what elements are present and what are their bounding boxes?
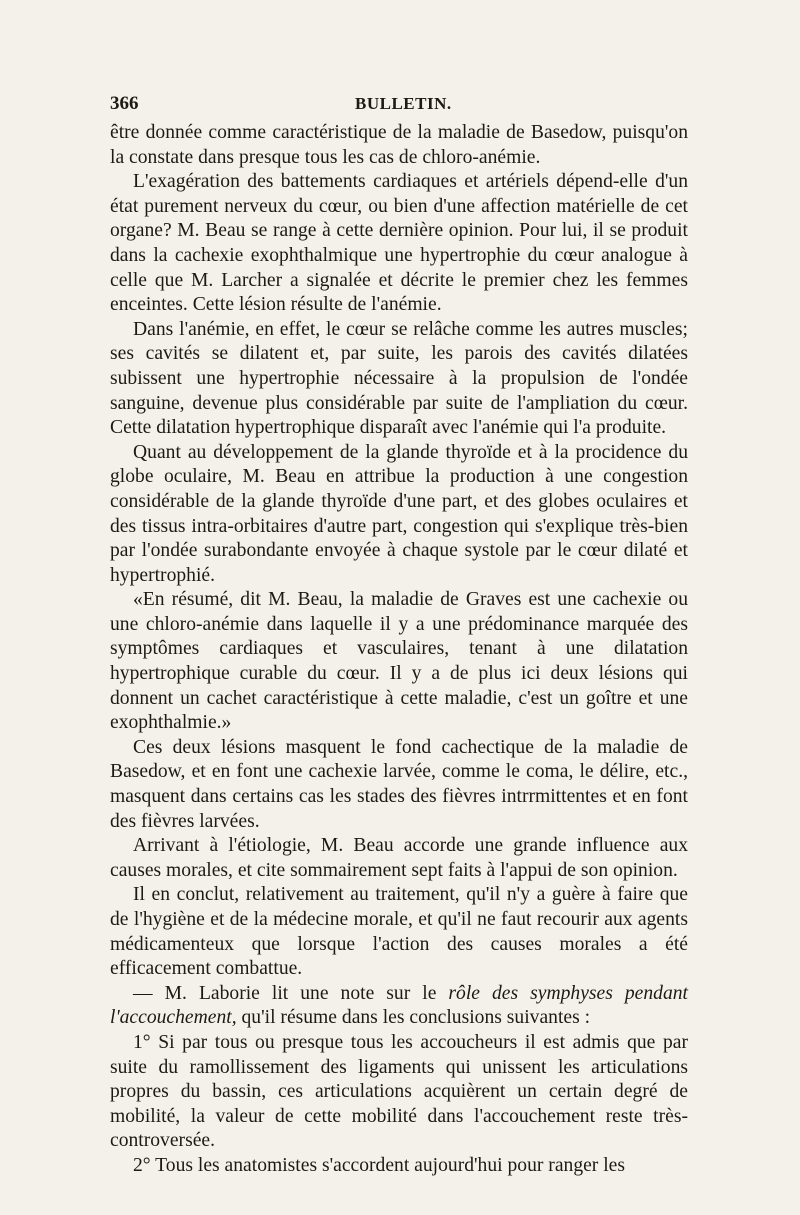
- paragraph-treatment: Il en conclut, relativement au traitement, qu'il n'y a guère à faire que de l'hygiène et de la médecine morale, et qu'il ne faut recourir aux agents médicamenteux que lorsque l'action des causes morales a été efficacement combattue.: [110, 884, 688, 980]
- paragraph-two-lesions: Ces deux lésions masquent le fond cachectique de la maladie de Basedow, et en font une cachexie larvée, comme le coma, le délire, etc., masquent dans certains cas les stades des fièvres intrrmittentes et en font des fièvres larvées.: [110, 736, 688, 832]
- paragraph-etiology: Arrivant à l'étiologie, M. Beau accorde une grande influence aux causes morales, et cite sommairement sept faits à l'appui de son opinion.: [110, 835, 688, 881]
- paragraph-anemia: Dans l'anémie, en effet, le cœur se relâche comme les autres muscles; ses cavités se dilatent et, par suite, les parois des cavités dilatées subissent une hypertrophie nécessaire à la propulsion de l'ondée sanguine, devenue plus considérable par suite de l'ampliation du cœur. Cette dilatation hypertrophique disparaît avec l'anémie qui l'a produite.: [110, 318, 688, 439]
- paragraph-laborie-note: [110, 982, 688, 1031]
- running-title: BULLETIN.: [355, 94, 452, 113]
- laborie-outro-text: qu'il résume dans les conclusions suivantes :: [236, 1007, 591, 1029]
- running-head: [110, 93, 688, 117]
- paragraph-summary-quote: «En résumé, dit M. Beau, la maladie de Graves est une cachexie ou une chloro-anémie dans laquelle il y a une prédominance marquée des symptômes cardiaques et vasculaires, tenant à une dilatation hypertrophique curable du cœur. Il y a de plus ici deux lésions qui donnent un cachet caractéristique à cette maladie, c'est un goître et une exophthalmie.»: [110, 589, 688, 734]
- page-number: 366: [110, 93, 139, 114]
- paragraph-cardiac-beats: L'exagération des battements cardiaques et artériels dépend-elle d'un état purement nerveux du cœur, ou bien d'une affection matérielle de cet organe? M. Beau se range à cette dernière opinion. Pour lui, il se produit dans la cachexie exophthalmique une hypertrophie du cœur analogue à celle que M. Larcher a signalée et décrite le premier chez les femmes enceintes. Cette lésion résulte de l'anémie.: [110, 171, 688, 316]
- paragraph-thyroid: Quant au développement de la glande thyroïde et à la procidence du globe oculaire, M. Beau en attribue la production à une congestion considérable de la glande thyroïde d'une part, et des globes oculaires et des tissus intra-orbitaires d'autre part, congestion qui s'explique très-bien par l'ondée surabondante envoyée à chaque systole par le cœur dilaté et hypertrophié.: [110, 441, 688, 586]
- laborie-note-title: rôle des symphyses pendant l'accouchement,: [110, 982, 688, 1029]
- body-text: [110, 121, 688, 1179]
- paragraph-continuation: être donnée comme caractéristique de la maladie de Basedow, puisqu'on la constate dans presque tous les cas de chloro-anémie.: [110, 122, 688, 168]
- paragraph-conclusion-1: 1° Si par tous ou presque tous les accoucheurs il est admis que par suite du ramollissement des ligaments qui unissent les articulations propres du bassin, ces articulations acquièrent un certain degré de mobilité, la valeur de cette mobilité dans l'accouchement reste très-controversée.: [110, 1031, 688, 1152]
- laborie-intro-text: — M. Laborie lit une note sur le: [133, 982, 449, 1004]
- paragraph-conclusion-2: 2° Tous les anatomistes s'accordent aujourd'hui pour ranger les: [133, 1154, 625, 1176]
